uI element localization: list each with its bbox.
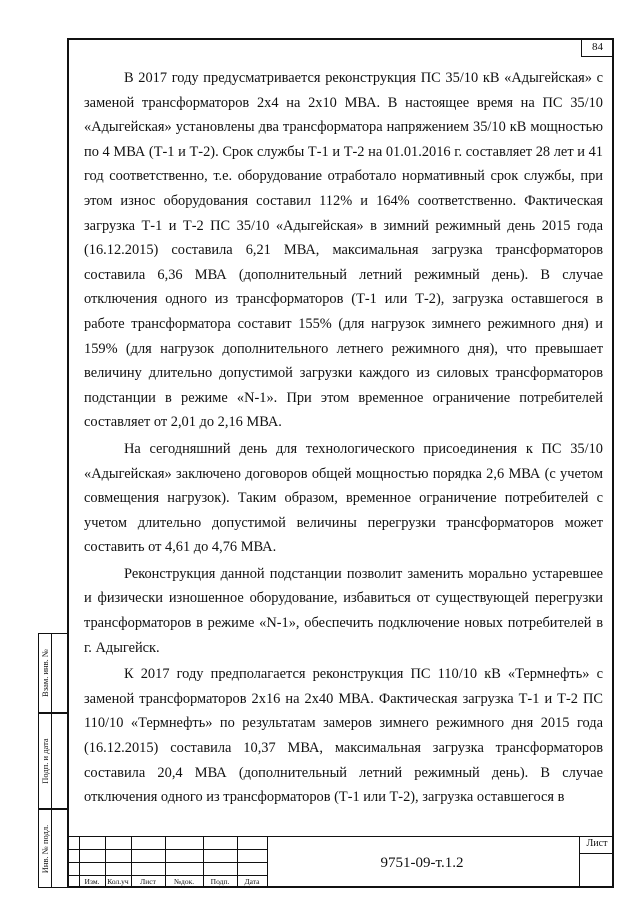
side-field-vzam (38, 633, 67, 713)
paragraph-3: Реконструкция данной подстанции позволит заменить морально устаревшее и физически изношенное оборудование, избавиться от существующей перегрузки трансформаторов в режиме «N-1», обеспечить подключение новых потребителей в г. Адыгейск. (84, 565, 603, 656)
sheet-label: Лист (586, 838, 608, 849)
side-field-podp (38, 713, 67, 809)
page-number: 84 (581, 38, 613, 57)
stamp-header-podp: Подп. (210, 877, 230, 886)
stamp-header-izm: Изм. (84, 877, 100, 886)
paragraph-1: В 2017 году предусматривается реконструкция ПС 35/10 кВ «Адыгейская» с заменой трансформаторов 2х4 на 2х10 МВА. В настоящее время на ПС 35/10 «Адыгейская» установлены два трансформатора напряжением 35/10 кВ мощностью по 4 МВА (Т-1 и Т-2). Срок службы Т-1 и Т-2 на 01.01.2016 г. составляет 28 лет и 41 год соответственно, т.е. оборудование отработало нормативный срок службы, при этом износ оборудования составил 112% и 164% соответственно. Фактическая загрузка Т-1 и Т-2 ПС 35/10 «Адыгейская» в зимний режимный день 2015 года (16.12.2015) составила 6,21 МВА, максимальная загрузка трансформаторов составила 6,36 МВА (дополнительный летний режимный день). В случае отключения одного из трансформаторов (Т-1 или Т-2), загрузка оставшегося в работе трансформатора составит 155% (для нагрузок зимнего режимного дня) и 159% (для нагрузок дополнительного летнего режимного дня), что превышает величину длительно допустимой загрузки каждого из силовых трансформаторов подстанции в режиме «N-1». При этом временное ограничение потребителей составляет от 2,01 до 2,16 МВА. (84, 70, 603, 431)
stamp-header-koluch: Кол.уч (107, 877, 129, 886)
stamp-header-ndok: №док. (173, 877, 195, 886)
side-label-vzam: Взам. инв. № (40, 649, 50, 697)
paragraph-2: На сегодняшний день для технологического присоединения к ПС 35/10 «Адыгейская» заключено договоров общей мощностью порядка 2,6 МВА (с учетом совмещения нагрузок). Таким образом, временное ограничение потребителей с учетом длительно допустимой величины перегрузки трансформаторов может составить от 4,61 до 4,76 МВА. (84, 440, 603, 556)
stamp-header-data: Дата (244, 877, 260, 886)
side-label-podp: Подп. и дата (40, 738, 50, 784)
document-code: 9751-09-т.1.2 (380, 855, 464, 871)
side-label-inv: Инв. № подл. (40, 824, 50, 873)
title-block (67, 836, 614, 888)
paragraph-4: К 2017 году предполагается реконструкция ПС 110/10 кВ «Термнефть» с заменой трансформаторов 2х16 на 2х40 МВА. Фактическая загрузка Т-1 и Т-2 ПС 110/10 «Термнефть» по результатам замеров зимнего режимного дня 2015 года (16.12.2015) составила 10,37 МВА, максимальная загрузка трансформаторов составила 20,4 МВА (дополнительный летний режимный день). В случае отключения одного из трансформаторов (Т-1 или Т-2), загрузка оставшегося в (84, 666, 603, 806)
side-field-inv (38, 809, 67, 888)
document-body (84, 66, 603, 810)
stamp-header-list: Лист (140, 877, 156, 886)
